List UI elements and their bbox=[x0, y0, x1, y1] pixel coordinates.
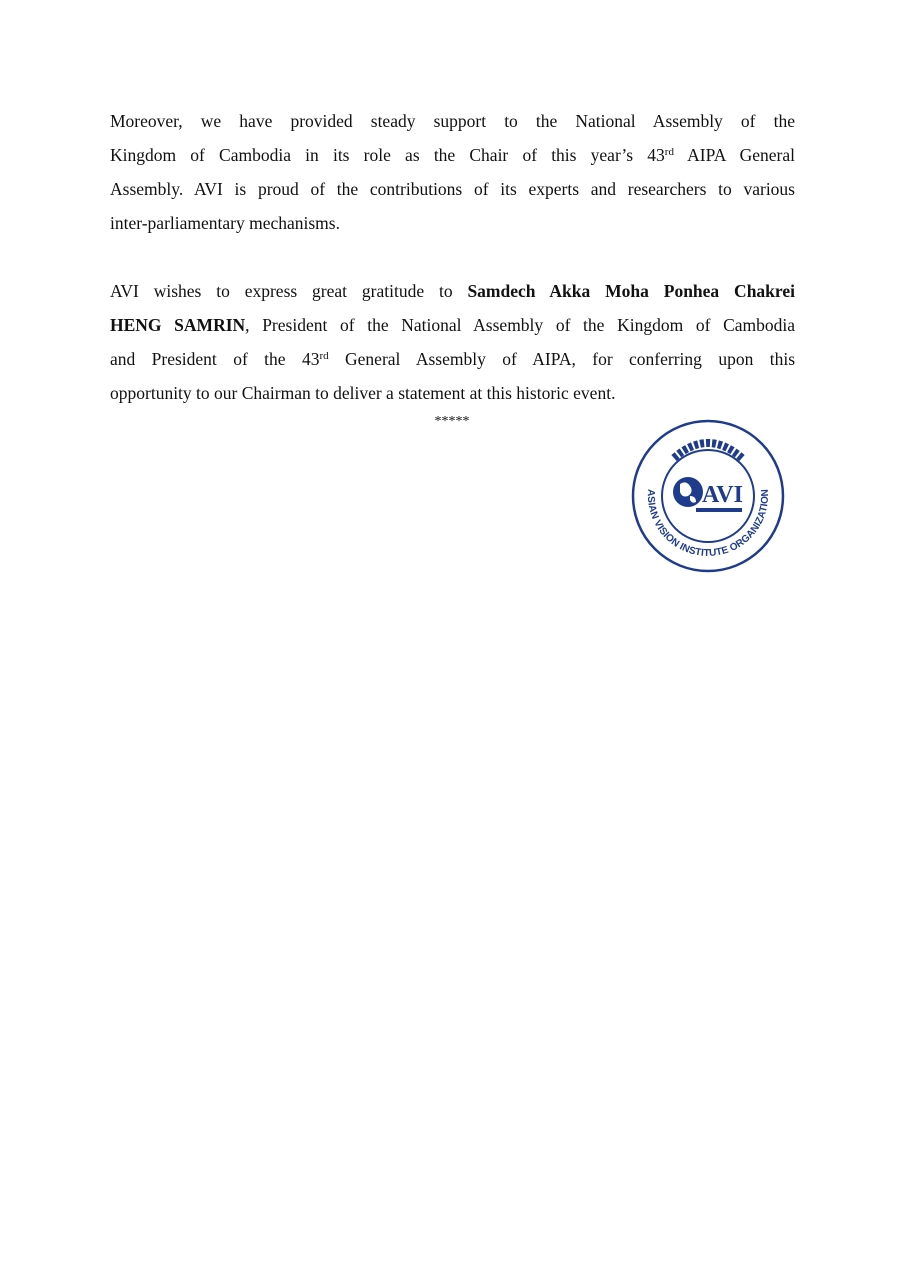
stamp-bottom-text: ASIAN VISION INSTITUTE ORGANIZATION bbox=[644, 488, 772, 560]
text: Moreover, we have provided steady support to the National Assembly of the bbox=[110, 111, 795, 131]
text: inter-parliamentary mechanisms. bbox=[110, 213, 340, 233]
paragraph-support bbox=[110, 104, 795, 240]
text: , President of the National Assembly of the Kingdom of Cambodia bbox=[245, 315, 795, 335]
avi-stamp-seal bbox=[630, 418, 786, 574]
text: AIPA General bbox=[673, 145, 795, 165]
superscript: rd bbox=[664, 146, 674, 158]
superscript: rd bbox=[319, 350, 329, 362]
text-line bbox=[110, 172, 795, 206]
bold-name: HENG SAMRIN bbox=[110, 315, 246, 335]
text-line bbox=[110, 138, 795, 172]
bold-name: Samdech Akka Moha Ponhea Chakrei bbox=[467, 281, 795, 301]
paragraph-gratitude bbox=[110, 274, 795, 410]
stamp-logo-text: AVI bbox=[702, 482, 743, 508]
text-line bbox=[110, 104, 795, 138]
text-line bbox=[110, 342, 795, 376]
text-line bbox=[110, 274, 795, 308]
text: Kingdom of Cambodia in its role as the Chair of this year’s 43 bbox=[110, 145, 665, 165]
separator: ***** bbox=[434, 414, 470, 429]
text: and President of the 43 bbox=[110, 349, 320, 369]
text: opportunity to our Chairman to deliver a statement at this historic event. bbox=[110, 383, 616, 403]
text: AVI wishes to express great gratitude to bbox=[110, 281, 468, 301]
text: Assembly. AVI is proud of the contributions of its experts and researchers to various bbox=[110, 179, 795, 199]
text-line bbox=[110, 206, 795, 240]
text-line bbox=[110, 308, 795, 342]
text-line bbox=[110, 376, 795, 410]
text: General Assembly of AIPA, for conferring upon this bbox=[328, 349, 796, 369]
